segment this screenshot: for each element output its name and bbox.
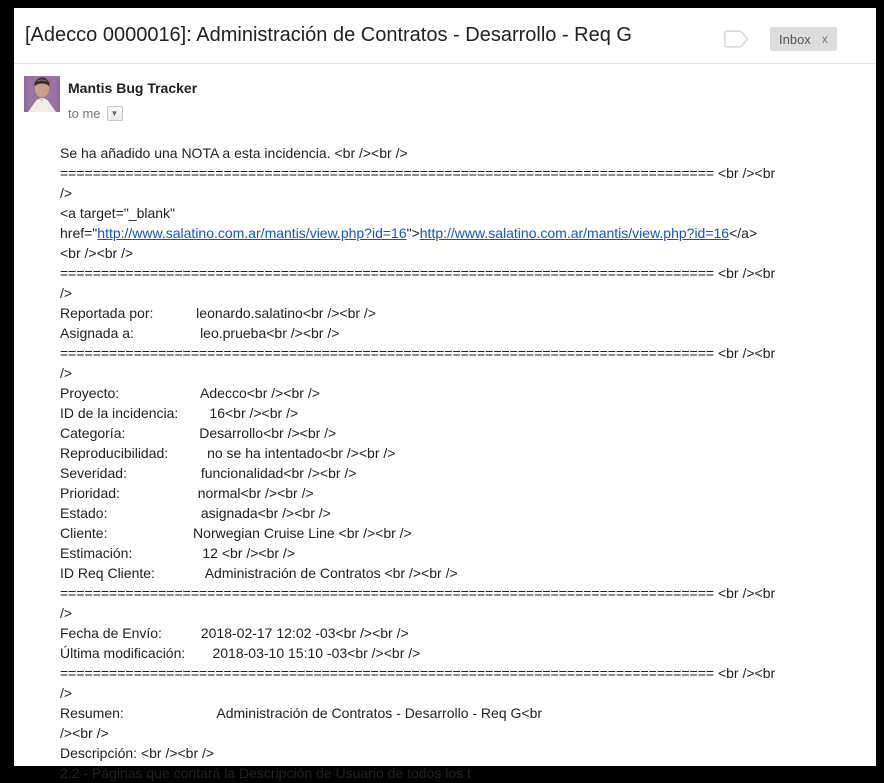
body-text-segment: <br /><br />: [60, 245, 134, 261]
body-text-segment: Proyecto: Adecco<br /><br />: [60, 385, 320, 401]
body-text-segment: />: [60, 185, 73, 201]
email-body-line: [60, 723, 876, 743]
body-text-segment: Prioridad: normal<br /><br />: [60, 485, 314, 501]
details-dropdown-button[interactable]: ▼: [107, 106, 123, 121]
body-text-segment: ================================================================================ <br /><br: [60, 345, 776, 361]
email-body-line: [60, 343, 876, 363]
email-body-line: [60, 363, 876, 383]
body-text-segment: /><br />: [60, 725, 109, 741]
body-text-segment: ================================================================================ <br /><br: [60, 165, 776, 181]
email-body-line: [60, 643, 876, 663]
email-body-line: [60, 263, 876, 283]
avatar-image: [24, 76, 60, 112]
body-text-segment: ================================================================================ <br /><br: [60, 665, 776, 681]
email-body-line: [60, 603, 876, 623]
email-body-line: [60, 143, 876, 163]
mantis-issue-link[interactable]: http://www.salatino.com.ar/mantis/view.php?id=16: [419, 225, 730, 241]
body-text-segment: ================================================================================ <br /><br: [60, 585, 776, 601]
body-text-segment: Reportada por: leonardo.salatino<br /><br />: [60, 305, 376, 321]
mantis-issue-link[interactable]: http://www.salatino.com.ar/mantis/view.php?id=16: [97, 225, 407, 241]
email-body-line: [60, 443, 876, 463]
body-text-segment: Reproducibilidad: no se ha intentado<br /><br />: [60, 445, 396, 461]
email-body-line: [60, 663, 876, 683]
email-body-line: [60, 423, 876, 443]
email-body-line: [60, 463, 876, 483]
email-body-line: [60, 703, 876, 723]
email-body-line: [60, 543, 876, 563]
avatar: [24, 76, 60, 112]
body-text-segment: Última modificación: 2018-03-10 15:10 -03<br /><br />: [60, 645, 421, 661]
body-text-segment: />: [60, 365, 73, 381]
body-text-segment: ID Req Cliente: Administración de Contratos <br /><br />: [60, 565, 458, 581]
body-text-segment: Fecha de Envío: 2018-02-17 12:02 -03<br /><br />: [60, 625, 409, 641]
email-body-line: [60, 583, 876, 603]
body-text-segment: />: [60, 285, 73, 301]
email-body: [60, 143, 876, 781]
body-text-segment: Estimación: 12 <br /><br />: [60, 545, 295, 561]
email-body-line: [60, 623, 876, 643]
body-text-segment: href=": [60, 225, 98, 241]
body-text-segment: </a>: [729, 225, 758, 241]
body-text-segment: Descripción: <br /><br />: [60, 745, 215, 761]
body-text-segment: Cliente: Norwegian Cruise Line <br /><br />: [60, 525, 412, 541]
email-body-line: [60, 163, 876, 183]
body-text-segment: ID de la incidencia: 16<br /><br />: [60, 405, 299, 421]
email-body-line: [60, 283, 876, 303]
email-body-line: [60, 563, 876, 583]
email-body-line: [60, 403, 876, 423]
email-body-line: [60, 223, 876, 243]
body-text-segment: Estado: asignada<br /><br />: [60, 505, 331, 521]
email-body-line: [60, 323, 876, 343]
body-text-segment: Asignada a: leo.prueba<br /><br />: [60, 325, 340, 341]
body-text-segment: <a target="_blank": [60, 205, 176, 221]
body-text-segment: 2.2 - Páginas que contará la Descripción de Usuario de todos los t: [60, 765, 471, 781]
body-text-segment: Resumen: Administración de Contratos - Desarrollo - Req G<br: [60, 705, 543, 721]
email-body-line: [60, 243, 876, 263]
label-tag-icon: [724, 30, 751, 48]
inbox-label-chip[interactable]: [770, 27, 837, 51]
body-text-segment: Se ha añadido una NOTA a esta incidencia. <br /><br />: [60, 145, 408, 161]
email-body-line: [60, 483, 876, 503]
body-text-segment: ================================================================================ <br /><br: [60, 265, 776, 281]
body-text-segment: Severidad: funcionalidad<br /><br />: [60, 465, 357, 481]
email-window: [14, 8, 876, 781]
email-body-line: [60, 683, 876, 703]
sender-name: Mantis Bug Tracker: [68, 80, 198, 96]
inbox-label-text[interactable]: Inbox: [779, 31, 811, 47]
body-text-segment: Categoría: Desarrollo<br /><br />: [60, 425, 337, 441]
email-subject: [Adecco 0000016]: Administración de Contratos - Desarrollo - Req G: [25, 24, 632, 46]
email-body-line: [60, 743, 876, 763]
email-body-line: [60, 203, 876, 223]
email-body-line: [60, 503, 876, 523]
remove-label-button[interactable]: x: [821, 32, 828, 46]
body-text-segment: />: [60, 685, 73, 701]
email-body-line: [60, 763, 876, 783]
email-body-line: [60, 303, 876, 323]
body-text-segment: ">: [406, 225, 420, 241]
email-body-line: [60, 523, 876, 543]
recipient-row: [68, 106, 123, 121]
recipient-text: to me: [68, 106, 101, 121]
email-body-line: [60, 183, 876, 203]
header-divider: [14, 63, 876, 64]
email-body-line: [60, 383, 876, 403]
body-text-segment: />: [60, 605, 73, 621]
